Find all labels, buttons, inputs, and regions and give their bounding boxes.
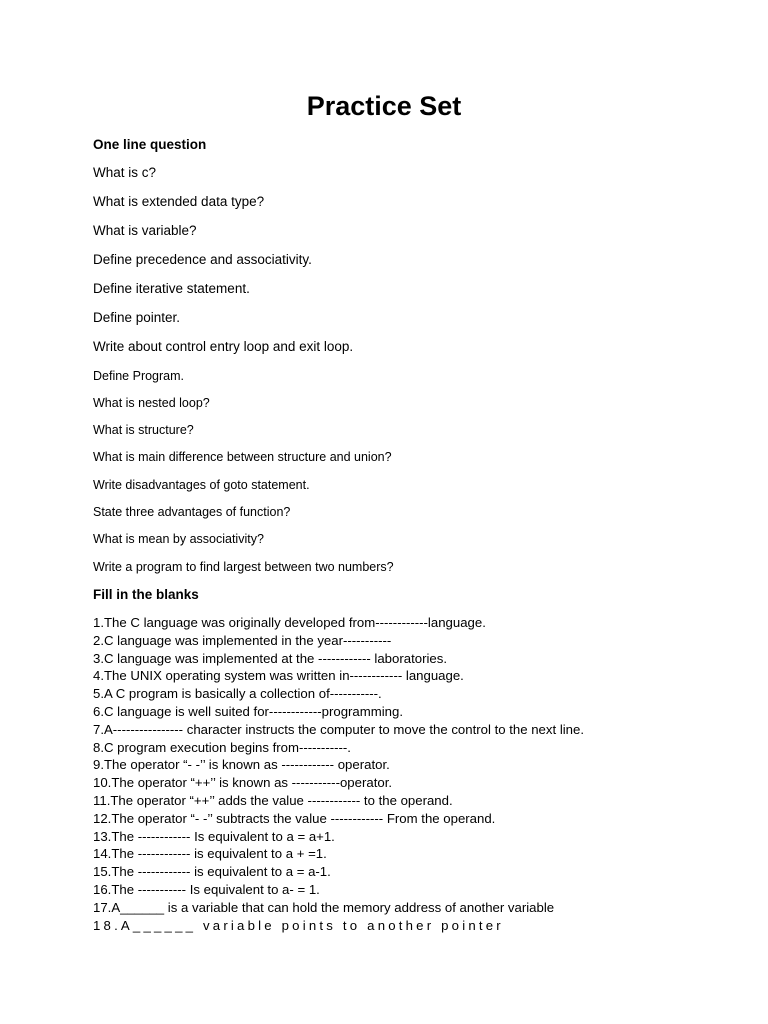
blank-item: 5.A C program is basically a collection of-----------. — [93, 686, 382, 702]
question-item: Write disadvantages of goto statement. — [93, 478, 310, 492]
blank-item: 6.C language is well suited for------------programming. — [93, 703, 403, 719]
question-item: What is variable? — [93, 223, 197, 238]
blank-item: 8.C program execution begins from-----------. — [93, 739, 351, 755]
blank-item: 1.The C language was originally developed from------------language. — [93, 615, 486, 630]
question-item: What is nested loop? — [93, 396, 210, 410]
blank-item: 11.The operator “++’’ adds the value ------------ to the operand. — [93, 792, 453, 808]
question-item: Define precedence and associativity. — [93, 252, 312, 267]
blank-item: 3.C language was implemented at the ------------ laboratories. — [93, 650, 447, 666]
question-item: Write about control entry loop and exit loop. — [93, 339, 354, 354]
page-title: Practice Set — [306, 91, 462, 121]
question-item: Define pointer. — [93, 310, 181, 325]
blank-item: 10.The operator “++’’ is known as -----------operator. — [93, 775, 393, 791]
question-item: Write a program to find largest between two numbers? — [93, 560, 394, 574]
blank-item: 15.The ------------ is equivalent to a = a-1. — [93, 864, 331, 880]
question-item: What is structure? — [93, 423, 194, 437]
question-item: What is mean by associativity? — [93, 532, 264, 546]
blank-item: 2.C language was implemented in the year----------- — [93, 632, 392, 648]
blank-item: 13.The ------------ Is equivalent to a = a+1. — [93, 828, 335, 844]
section-heading-one-line: One line question — [93, 137, 207, 152]
blank-item: 14.The ------------ is equivalent to a + =1. — [93, 846, 327, 862]
blank-item: 16.The ----------- Is equivalent to a- = 1. — [93, 881, 320, 897]
fill-blanks-list — [93, 614, 584, 934]
question-item: Define iterative statement. — [93, 281, 250, 296]
blank-item: 17.A______ is a variable that can hold the memory address of another variable — [93, 899, 555, 915]
question-item: What is c? — [93, 165, 157, 180]
section-heading-fill-blanks: Fill in the blanks — [93, 587, 199, 602]
blank-item: 18.A______ variable points to another pointer — [93, 917, 504, 933]
question-item: State three advantages of function? — [93, 505, 291, 519]
blank-item: 7.A---------------- character instructs the computer to move the control to the next line. — [93, 721, 585, 737]
blank-item: 4.The UNIX operating system was written in------------ language. — [93, 668, 464, 684]
question-item: What is main difference between structure and union? — [93, 450, 392, 464]
question-item: Define Program. — [93, 369, 185, 383]
blank-item: 12.The operator “- -’’ subtracts the value ------------ From the operand. — [93, 810, 496, 826]
question-item: What is extended data type? — [93, 194, 265, 209]
blank-item: 9.The operator “- -’’ is known as ------------ operator. — [93, 757, 390, 773]
